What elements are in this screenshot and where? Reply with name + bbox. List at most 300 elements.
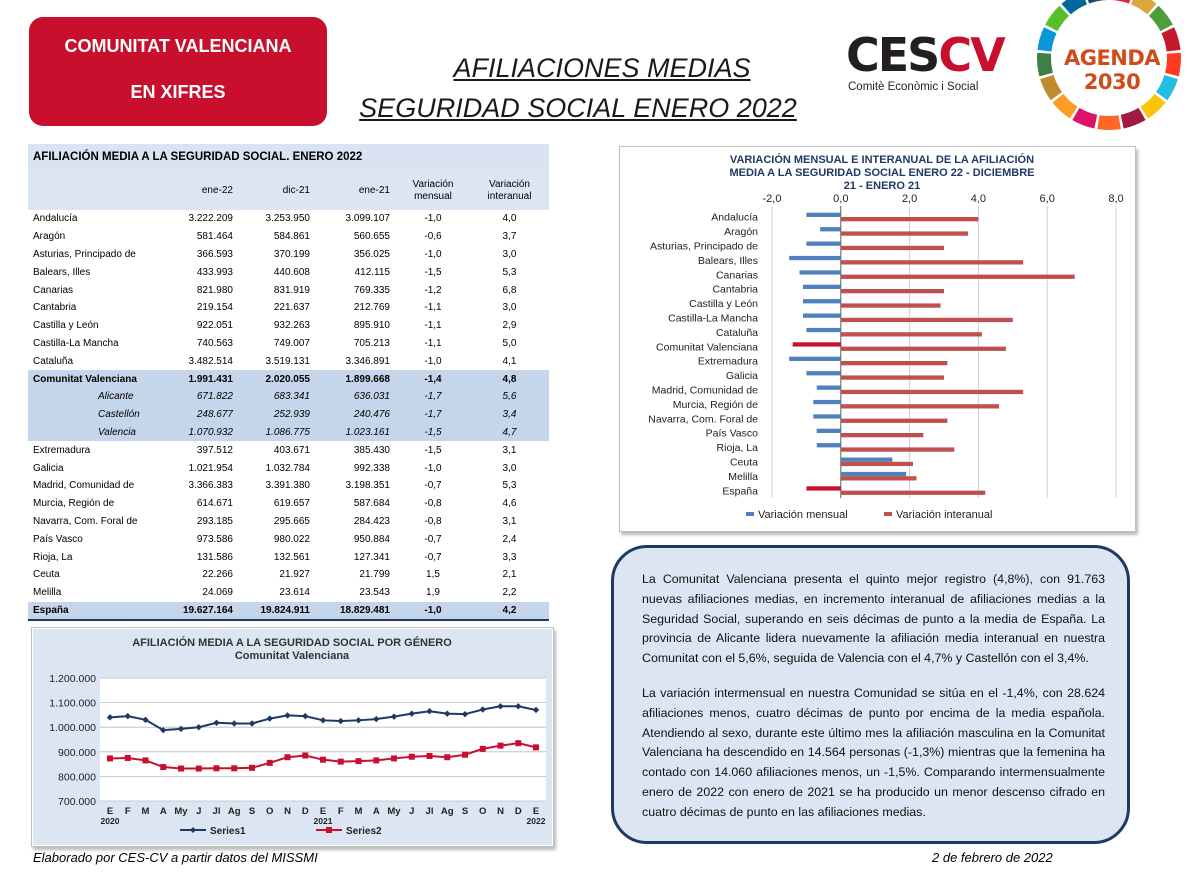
line-chart-x-tick: M: [141, 806, 150, 817]
bar-chart-title-line: VARIACIÓN MENSUAL E INTERANUAL DE LA AFILIACIÓN: [729, 154, 1035, 166]
table-cell-value: 1.070.932: [167, 424, 239, 442]
bar-yearly: [841, 332, 982, 336]
table-cell-value: 619.657: [273, 498, 310, 510]
bar-chart-category-label: Rioja, La: [716, 442, 758, 455]
line-chart-title: AFILIACIÓN MEDIA A LA SEGURIDAD SOCIAL POR GÉNERO: [132, 637, 452, 649]
commentary-paragraph-1: La Comunitat Valenciana presenta el quinto mejor registro (4,8%), con 91.763 nuevas afiliaciones medias, en incremento interanual de afiliaciones medias a la Seguridad Social, superando en seis décimas de punto a la media de España. La provincia de Alicante lidera nuevamente la afiliación media interanual en nuestra Comunitat con el 5,6%, seguida de Valencia con el 4,7% y Castellón con el 3,4%.: [642, 572, 1105, 666]
col-header-var-mensual-text: Variación mensual: [412, 178, 454, 202]
bar-monthly: [789, 256, 841, 260]
table-cell-value: 2,4: [502, 533, 517, 545]
footer-source: Elaborado por CES-CV a partir datos del MISSMI: [33, 850, 318, 865]
line-point: [515, 740, 521, 746]
line-point: [249, 765, 255, 771]
line-chart-x-tick: J: [196, 806, 202, 817]
table-cell-value: 1.021.954: [188, 462, 233, 474]
line-point: [178, 766, 184, 772]
table-cell-value: 4,8: [470, 370, 549, 388]
table-cell-region: Navarra, Com. Foral de: [33, 515, 138, 527]
table-cell-region: Cataluña: [33, 355, 74, 367]
bar-yearly: [841, 375, 944, 379]
line-chart-x-tick: E: [319, 806, 327, 817]
bar-yearly: [841, 404, 999, 408]
table-cell-region: Canarias: [33, 284, 74, 296]
table-cell-value: 895.910: [353, 320, 390, 332]
line-point: [302, 752, 308, 758]
table-cell-region: España: [28, 602, 167, 621]
line-chart-x-tick: D: [301, 806, 309, 817]
table-cell-value: -1,7: [396, 388, 470, 406]
line-chart-x-tick: N: [284, 806, 291, 817]
line-point: [285, 754, 291, 760]
table-cell-value: 740.563: [196, 337, 233, 349]
agenda-2030-logo: [1024, 0, 1188, 140]
bar-monthly: [820, 227, 841, 231]
table-cell-value: 3,0: [502, 302, 517, 314]
table-cell-value: -0,8: [424, 498, 442, 510]
table-cell-value: 749.007: [273, 337, 310, 349]
bar-monthly: [841, 458, 893, 462]
table-row: [28, 352, 549, 370]
table-cell-value: 22.266: [202, 569, 233, 581]
table-cell-region: Rioja, La: [33, 551, 73, 563]
table-cell-value: 6,8: [502, 284, 517, 296]
table-cell-value: 973.586: [196, 533, 233, 545]
table-cell-value: 403.671: [273, 444, 310, 456]
table-cell-value: 4,7: [470, 424, 549, 442]
line-chart-year-label: 2021: [313, 816, 333, 826]
table-cell-value: 3,4: [470, 406, 549, 424]
table-cell-value: 769.335: [353, 284, 390, 296]
line-chart-x-tick: Jl: [212, 806, 221, 817]
line-chart-x-tick: F: [337, 806, 344, 817]
bar-chart-category-label: Navarra, Com. Foral de: [648, 413, 758, 426]
col-header-var-interanual: [470, 171, 549, 210]
table-cell-region: Melilla: [33, 587, 62, 599]
bar-monthly: [789, 357, 841, 361]
page-title-line-1: AFILIACIONES MEDIAS: [453, 53, 751, 83]
table-cell-value: 1.032.784: [265, 462, 310, 474]
bar-yearly: [841, 462, 913, 466]
line-point: [320, 757, 326, 763]
table-cell-value: 127.341: [353, 551, 390, 563]
table-cell-value: 980.022: [273, 533, 310, 545]
table-cell-region: Castilla-La Mancha: [33, 337, 119, 349]
legend-marker: [326, 827, 332, 833]
table-cell-value: 219.154: [196, 302, 233, 314]
line-chart-y-tick: 900.000: [58, 746, 96, 759]
table-cell-value: 2,9: [502, 320, 517, 332]
table-cell-value: -1,1: [424, 302, 442, 314]
line-chart-x-tick: My: [387, 806, 401, 817]
table-cell-value: -0,6: [424, 231, 442, 243]
table-row: [28, 513, 549, 531]
col-header-var-interanual-text: Variación interanual: [487, 178, 532, 202]
bar-chart-x-tick: 4,0: [970, 193, 987, 205]
legend-swatch: [884, 512, 892, 516]
table-cell-value: 5,0: [502, 337, 517, 349]
line-point: [267, 760, 273, 766]
line-chart-x-tick: Ag: [227, 806, 241, 817]
agenda-wheel-segment: [1097, 115, 1121, 130]
table-cell-value: 705.213: [353, 337, 390, 349]
bar-monthly: [803, 285, 841, 289]
table-cell-region: Aragón: [33, 231, 66, 243]
bar-chart-category-label: Castilla y León: [689, 298, 758, 311]
table-cell-value: 3.253.950: [265, 213, 310, 225]
table-cell-value: 683.341: [239, 388, 316, 406]
table-cell-value: 21.927: [279, 569, 310, 581]
bar-yearly: [841, 275, 1075, 279]
table-cell-value: -0,7: [424, 480, 442, 492]
table-row: [28, 370, 549, 388]
table-cell-value: -1,4: [396, 370, 470, 388]
table-cell-value: 23.543: [359, 587, 390, 599]
table-cell-value: 922.051: [196, 320, 233, 332]
table-cell-value: 1.086.775: [239, 424, 316, 442]
bar-yearly: [841, 260, 1023, 264]
table-row: [28, 424, 549, 442]
table-row: [28, 441, 549, 459]
line-chart-y-tick: 1.100.000: [49, 697, 96, 710]
table-cell-value: 221.637: [273, 302, 310, 314]
table-cell-value: 3,1: [502, 515, 517, 527]
table-cell-value: 412.115: [354, 266, 390, 278]
table-cell-value: 581.464: [196, 231, 233, 243]
table-row: [28, 548, 549, 566]
table-cell-value: 3.099.107: [345, 213, 390, 225]
line-point: [533, 744, 539, 750]
table-cell-region: País Vasco: [33, 533, 83, 545]
table-cell-value: 1.991.431: [167, 370, 239, 388]
bar-yearly: [841, 246, 944, 250]
table-row: [28, 530, 549, 548]
table-row: [28, 495, 549, 513]
bar-chart-category-label: Asturias, Principado de: [650, 240, 758, 253]
legend-label: Series2: [346, 826, 382, 837]
bar-chart-category-label: Aragón: [724, 226, 758, 239]
bar-chart-category-label: Ceuta: [729, 456, 758, 469]
bar-yearly: [841, 303, 941, 307]
line-point: [125, 755, 131, 761]
table-row: [28, 317, 549, 335]
bar-monthly: [806, 328, 840, 332]
bar-chart-title-line: 21 - ENERO 21: [843, 180, 921, 192]
table-cell-value: 240.476: [316, 406, 396, 424]
table-cell-value: -0,7: [424, 533, 442, 545]
line-point: [480, 746, 486, 752]
line-chart-svg: [32, 628, 553, 846]
bar-monthly: [806, 242, 840, 246]
bar-chart-category-label: Melilla: [728, 470, 758, 483]
bar-yearly: [841, 217, 979, 221]
line-point: [196, 766, 202, 772]
table-cell-region: Murcia, Región de: [33, 498, 115, 510]
table-cell-value: 19.824.911: [239, 602, 316, 621]
bar-chart-x-tick: 6,0: [1039, 193, 1055, 205]
table-cell-value: 132.561: [273, 551, 310, 563]
table-cell-value: 370.199: [273, 248, 310, 260]
line-chart-y-tick: 1.200.000: [49, 673, 96, 685]
bar-chart-category-label: España: [722, 485, 758, 498]
bar-chart-x-tick: -2,0: [762, 193, 782, 205]
table-cell-value: 1,5: [426, 569, 440, 581]
bar-yearly: [841, 289, 944, 293]
line-chart-x-tick: F: [124, 806, 131, 817]
table-cell-value: -1,0: [424, 213, 442, 225]
table-cell-value: 932.263: [273, 320, 310, 332]
line-point: [373, 757, 379, 763]
table-cell-value: 4,1: [502, 355, 517, 367]
table-row: [28, 406, 549, 424]
table-row: [28, 263, 549, 281]
table-cell-value: 21.799: [359, 569, 390, 581]
table-row: [28, 602, 549, 621]
table-cell-value: 440.608: [273, 266, 310, 278]
table-row: [28, 299, 549, 317]
table-cell-value: 821.980: [196, 284, 233, 296]
bar-chart-category-label: Cataluña: [715, 326, 758, 339]
table-cell-value: 252.939: [239, 406, 316, 424]
table-cell-value: 1,9: [426, 587, 440, 599]
table-cell-value: 295.665: [273, 515, 310, 527]
table-row: [28, 210, 549, 228]
bar-yearly: [841, 361, 948, 365]
table-cell-value: 3.366.383: [188, 480, 233, 492]
table-cell-value: -1,2: [424, 284, 442, 296]
bar-chart-category-label: País Vasco: [705, 427, 758, 440]
table-cell-value: 397.512: [196, 444, 233, 456]
legend-label: Variación interanual: [896, 509, 993, 521]
table-cell-value: 3.519.131: [265, 355, 310, 367]
table-cell-value: 3.346.891: [345, 355, 390, 367]
table-cell-value: 584.861: [273, 231, 310, 243]
table-cell-value: 2,2: [502, 587, 517, 599]
line-chart-x-tick: N: [497, 806, 504, 817]
table-cell-value: 1.899.668: [316, 370, 396, 388]
bar-monthly: [800, 270, 841, 274]
page-title-line-2: SEGURIDAD SOCIAL ENERO 2022: [359, 93, 797, 123]
line-point: [444, 754, 450, 760]
table-cell-value: 5,3: [502, 266, 517, 278]
table-cell-region: Galicia: [33, 462, 64, 474]
bar-monthly: [817, 386, 841, 390]
bar-chart-category-label: Comunitat Valenciana: [656, 341, 758, 354]
table-cell-value: 3.198.351: [345, 480, 390, 492]
table-cell-value: 3,3: [502, 551, 517, 563]
table-cell-value: 3,0: [502, 462, 517, 474]
line-point: [143, 757, 149, 763]
table-cell-value: 587.684: [353, 498, 390, 510]
table-row: [28, 566, 549, 584]
bar-chart-x-tick: 2,0: [901, 193, 918, 205]
line-chart-x-tick: S: [461, 806, 469, 817]
bar-yearly: [841, 447, 955, 451]
bar-monthly: [813, 400, 841, 404]
table-cell-value: 18.829.481: [316, 602, 396, 621]
table-cell-value: 3.222.209: [188, 213, 233, 225]
line-chart-x-tick: D: [514, 806, 522, 817]
line-point: [231, 765, 237, 771]
footer-date: 2 de febrero de 2022: [932, 850, 1053, 865]
line-chart-x-tick: My: [174, 806, 188, 817]
table-cell-value: 3,1: [502, 444, 517, 456]
affiliation-table: [28, 144, 549, 621]
table-row: [28, 335, 549, 353]
bar-chart-category-label: Madrid, Comunidad de: [651, 384, 758, 397]
bar-monthly: [803, 314, 841, 318]
table-cell-value: 284.423: [353, 515, 390, 527]
table-cell-value: 4,6: [502, 498, 517, 510]
bar-yearly: [841, 433, 924, 437]
table-cell-value: 950.884: [353, 533, 390, 545]
bar-chart-x-tick: 8,0: [1108, 193, 1124, 205]
bar-yearly: [841, 231, 968, 235]
line-point: [427, 753, 433, 759]
bar-chart-category-label: Andalucía: [711, 211, 758, 224]
bar-yearly: [841, 318, 1013, 322]
line-chart-x-tick: Jl: [425, 806, 434, 817]
table-cell-value: 636.031: [316, 388, 396, 406]
bar-yearly: [841, 390, 1023, 394]
table-row: [28, 584, 549, 602]
line-chart-year-label: 2020: [100, 816, 120, 826]
line-point: [356, 758, 362, 764]
table-cell-value: 560.655: [353, 231, 390, 243]
table-cell-value: -1,1: [424, 320, 442, 332]
table-cell-value: 2,1: [502, 569, 517, 581]
table-cell-value: -1,5: [424, 266, 442, 278]
table-cell-value: -1,0: [424, 355, 442, 367]
line-chart-year-label: 2022: [526, 816, 546, 826]
table-cell-region: Comunitat Valenciana: [28, 370, 167, 388]
line-chart-y-tick: 700.000: [58, 796, 96, 808]
col-header-region: [28, 171, 167, 210]
bar-chart-svg: [620, 147, 1135, 531]
bar-yearly: [841, 419, 948, 423]
line-chart-x-tick: Ag: [440, 806, 454, 817]
cv-logo-text: CV: [938, 28, 1004, 82]
line-point: [498, 743, 504, 749]
line-chart-x-tick: M: [354, 806, 363, 817]
table-cell-value: 385.430: [353, 444, 390, 456]
table-cell-value: 671.822: [167, 388, 239, 406]
legend-label: Series1: [210, 826, 246, 837]
table-cell-value: 3.391.380: [265, 480, 310, 492]
table-cell-region: Castellón: [28, 406, 167, 424]
bar-monthly: [817, 443, 841, 447]
table-cell-value: 212.769: [353, 302, 390, 314]
line-chart-x-tick: O: [479, 806, 487, 817]
legend-label: Variación mensual: [758, 509, 848, 521]
line-point: [409, 754, 415, 760]
variation-bar-chart: [619, 146, 1136, 532]
table-cell-value: -0,8: [424, 515, 442, 527]
table-cell-region: Castilla y León: [33, 320, 99, 332]
table-cell-region: Andalucía: [33, 213, 78, 225]
line-chart-x-tick: E: [532, 806, 540, 817]
gender-line-chart: [31, 627, 554, 847]
bar-chart-category-label: Murcia, Región de: [672, 398, 758, 411]
table-cell-value: -1,1: [424, 337, 442, 349]
table-cell-value: 4,2: [470, 602, 549, 621]
table-cell-value: 433.993: [196, 266, 233, 278]
table-row: [28, 459, 549, 477]
legend-swatch: [746, 512, 754, 516]
bar-monthly: [841, 472, 906, 476]
line-chart-x-tick: A: [159, 806, 167, 817]
table-cell-value: 24.069: [202, 587, 233, 599]
table-row: [28, 477, 549, 495]
bar-chart-title-line: MEDIA A LA SEGURIDAD SOCIAL ENERO 22 - DICIEMBRE: [729, 167, 1035, 179]
bar-monthly: [813, 414, 841, 418]
line-chart-x-tick: E: [106, 806, 114, 817]
line-point: [338, 759, 344, 765]
table-cell-region: Ceuta: [33, 569, 60, 581]
table-cell-value: 3.482.514: [188, 355, 233, 367]
table-cell-value: -1,7: [396, 406, 470, 424]
badge-line-1: COMUNITAT VALENCIANA: [64, 36, 292, 56]
table-cell-value: 366.593: [196, 248, 233, 260]
ces-logo-subtitle: Comitè Econòmic i Social: [848, 81, 979, 93]
table-cell-region: Alicante: [28, 388, 167, 406]
ces-cv-logo: [846, 28, 1006, 98]
commentary-box: [611, 545, 1130, 844]
col-header-var-mensual: [396, 171, 470, 210]
table-cell-value: -0,7: [424, 551, 442, 563]
table-cell-value: 5,6: [470, 388, 549, 406]
table-cell-value: 356.025: [353, 248, 390, 260]
ces-logo-text: CES: [846, 28, 939, 82]
table-cell-region: Cantabria: [33, 302, 77, 314]
table-cell-value: -1,0: [424, 462, 442, 474]
line-chart-x-tick: S: [248, 806, 256, 817]
table-cell-region: Asturias, Principado de: [33, 248, 136, 260]
table-cell-value: 23.614: [279, 587, 310, 599]
bar-chart-x-tick: 0,0: [833, 193, 849, 205]
table-cell-value: 5,3: [502, 480, 517, 492]
line-chart-subtitle: Comunitat Valenciana: [234, 650, 350, 662]
bar-chart-category-label: Balears, Illes: [697, 254, 758, 267]
table-cell-value: -1,5: [424, 444, 442, 456]
table-cell-value: 992.338: [353, 462, 390, 474]
bar-chart-category-label: Cantabria: [712, 283, 758, 296]
table-cell-value: 3,7: [502, 231, 517, 243]
table-cell-value: 4,0: [502, 213, 517, 225]
table-cell-region: Extremadura: [33, 444, 91, 456]
table-cell-value: -1,0: [424, 248, 442, 260]
table-row: [28, 228, 549, 246]
table-cell-value: 831.919: [273, 284, 310, 296]
col-header-ene22: ene-22: [201, 185, 233, 196]
bar-yearly: [841, 347, 1006, 351]
table-cell-region: Madrid, Comunidad de: [33, 480, 135, 492]
table-cell-value: 131.586: [196, 551, 233, 563]
table-cell-value: -1,0: [396, 602, 470, 621]
table-row: [28, 281, 549, 299]
table-cell-region: Balears, Illes: [33, 266, 91, 278]
bar-monthly: [817, 429, 841, 433]
col-header-dic21: dic-21: [282, 185, 310, 196]
table-cell-value: 293.185: [196, 515, 233, 527]
bar-yearly: [841, 491, 985, 495]
bar-chart-category-label: Castilla-La Mancha: [668, 312, 758, 325]
commentary-paragraph-2: La variación intermensual en nuestra Comunidad se sitúa en el -1,4%, con 28.624 afiliaciones menos, cuatro décimas de punto por encima de la media española. Atendiendo al sexo, durante este último mes la afiliación masculina en la Comunitat Valenciana ha descendido en 14.564 personas (-1,3%) mientras que la femenina ha contado con 14.060 afiliaciones menos, un -1,5%. Comparando intermensualmente enero de 2022 con enero de 2021 se ha producido un menor descenso cifrado en cuatro décimas de punto en las afiliaciones medias.: [642, 686, 1105, 819]
line-chart-y-tick: 800.000: [58, 771, 96, 784]
bar-chart-category-label: Galicia: [725, 370, 758, 383]
bar-monthly: [806, 486, 840, 490]
line-point: [391, 755, 397, 761]
table-cell-value: 614.671: [196, 498, 233, 510]
